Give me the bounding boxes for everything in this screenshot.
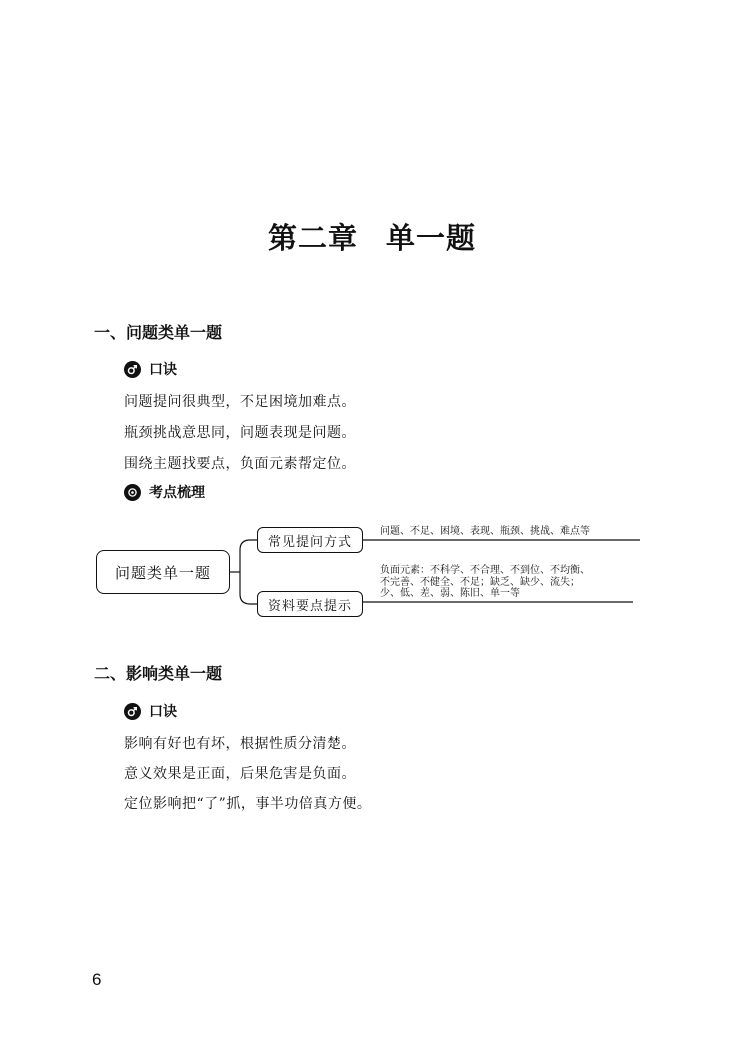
connector-upper [240, 540, 257, 572]
mnemonic-line-2-1: 影响有好也有坏，根据性质分清楚。 [124, 736, 356, 752]
mindmap-leaf-question-style: 问题、不足、困境、表现、瓶颈、挑战、难点等 [380, 526, 590, 537]
mnemonic-line-1-3: 围绕主题找要点，负面元素帮定位。 [124, 456, 356, 472]
mnemonic-label-1: 口诀 [149, 362, 177, 378]
connector-lower [240, 572, 257, 604]
mindmap-node-question-style: 常见提问方式 [257, 527, 363, 553]
section-heading-2: 二、影响类单一题 [94, 664, 223, 683]
mnemonic-heading-2 [124, 701, 177, 721]
mindmap-leaf-material-hint-1: 负面元素：不科学、不合理、不到位、不均衡、 [380, 565, 590, 576]
mindmap-node-material-hint: 资料要点提示 [257, 591, 363, 617]
mnemonic-label-2: 口诀 [149, 704, 177, 720]
mindmap-leaf-material-hint-2: 不完善、不健全、不足；缺乏、缺少、流失； [380, 576, 580, 588]
page-number: 6 [92, 970, 102, 989]
chapter-name: 单一题 [386, 221, 477, 255]
chapter-number: 第二章 [267, 221, 358, 255]
mindmap-root: 问题类单一题 [96, 550, 230, 594]
mnemonic-line-2-2: 意义效果是正面，后果危害是负面。 [124, 766, 356, 782]
male-symbol-icon [124, 703, 141, 720]
section-heading-1: 一、问题类单一题 [94, 323, 223, 342]
mnemonic-line-1-2: 瓶颈挑战意思同，问题表现是问题。 [124, 425, 356, 441]
mindmap-leaf-material-hint-3: 少、低、差、弱、陈旧、单一等 [380, 588, 520, 599]
review-label: 考点梳理 [149, 485, 205, 501]
mnemonic-line-2-3: 定位影响把“了”抓，事半功倍真方便。 [124, 796, 372, 812]
mnemonic-line-1-1: 问题提问很典型，不足困境加难点。 [124, 394, 356, 410]
